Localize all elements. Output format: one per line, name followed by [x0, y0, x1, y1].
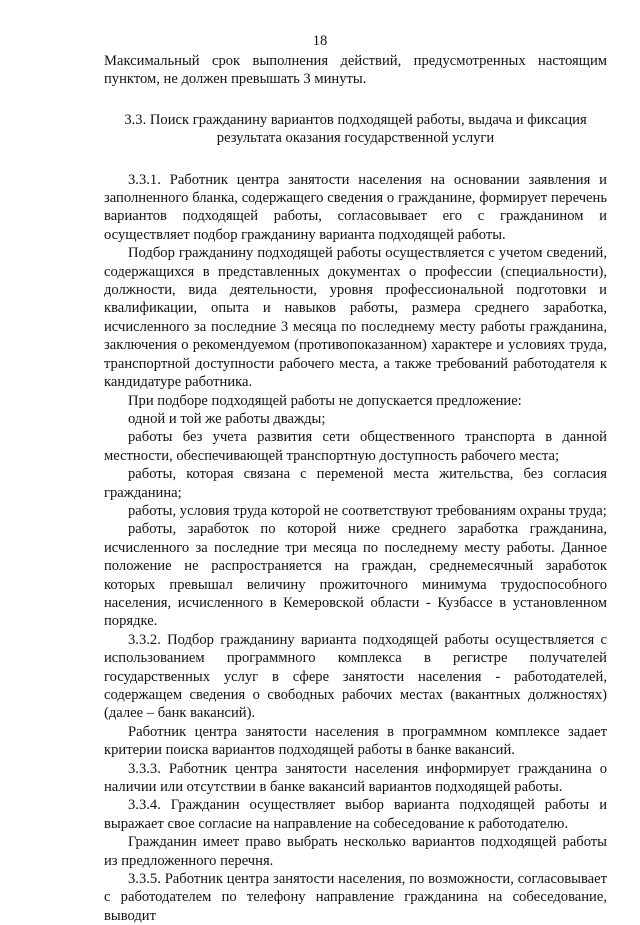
list-item-twice: одной и той же работы дважды;	[128, 410, 326, 427]
paragraph-3-3-4: 3.3.4. Гражданин осуществляет выбор варианта подходящей работы и выражает свое согласие на направление на собеседование к работодателю.	[104, 797, 607, 832]
list-item-relocation: работы, которая связана с переменой места жительства, без согласия гражданина;	[104, 466, 607, 501]
list-item-salary: работы, заработок по которой ниже среднего заработка гражданина, исчисленного за последние три месяца по последнему месту работы. Данное положение не распространяется на граждан, среднемесячный заработок которых превышал величину прожиточного минимума трудоспособного населения, исчисленного в Кемеровской области - Кузбассе в установленном порядке.	[104, 521, 607, 630]
section-title-line-1: 3.3. Поиск гражданину вариантов подходящей работы, выдача и фиксация	[124, 111, 587, 128]
paragraph-multiple-choice: Гражданин имеет право выбрать несколько вариантов подходящей работы из предложенного перечня.	[104, 834, 607, 869]
paragraph-3-3-3: 3.3.3. Работник центра занятости населения информирует гражданина о наличии или отсутствии в банке вакансий вариантов подходящей работы.	[104, 760, 607, 796]
list-item-safety: работы, условия труда которой не соответствуют требованиям охраны труда;	[128, 502, 607, 519]
page-number: 18	[312, 33, 328, 49]
paragraph-selection-criteria: Подбор гражданину подходящей работы осуществляется с учетом сведений, содержащихся в представленных документах о профессии (специальности), должности, вида деятельности, уровня профессиональной подготовки и квалификации, опыта и навыков работы, размера среднего заработка, исчисленного за последние 3 месяца по последнему месту работы гражданина, заключения о рекомендуемом (противопоказанном) характере и условиях труда, транспортной доступности рабочего места, а также требований работодателя к кандидатуре работника.	[104, 245, 607, 391]
paragraph-3-3-5: 3.3.5. Работник центра занятости населения, по возможности, согласовывает с работодателем по телефону направление гражданина на собеседование, выводит	[104, 871, 607, 924]
paragraph-not-allowed: При подборе подходящей работы не допускается предложение:	[128, 392, 522, 409]
document-body	[104, 52, 607, 925]
paragraph-3-3-1: 3.3.1. Работник центра занятости населения на основании заявления и заполненного бланка, содержащего сведения о гражданине, формирует перечень вариантов подходящей работы, согласовывает его с гражданином и осуществляет подбор гражданину варианта подходящей работы.	[104, 171, 607, 243]
paragraph-search-criteria: Работник центра занятости населения в программном комплексе задает критерии поиска вариантов подходящей работы в банке вакансий.	[104, 723, 607, 759]
paragraph-3-3-2: 3.3.2. Подбор гражданину варианта подходящей работы осуществляется с использованием программного комплекса в регистре получателей государственных услуг в сфере занятости населения - работодателей, содержащем сведения о свободных рабочих местах (вакантных должностях) (далее – банк вакансий).	[104, 631, 607, 722]
section-title	[104, 111, 607, 148]
intro-paragraph: Максимальный срок выполнения действий, предусмотренных настоящим пунктом, не должен превышать 3 минуты.	[104, 53, 607, 88]
list-item-transport: работы без учета развития сети общественного транспорта в данной местности, обеспечивающей транспортную доступность рабочего места;	[104, 429, 607, 464]
section-title-line-2: результата оказания государственной услуги	[216, 130, 495, 147]
